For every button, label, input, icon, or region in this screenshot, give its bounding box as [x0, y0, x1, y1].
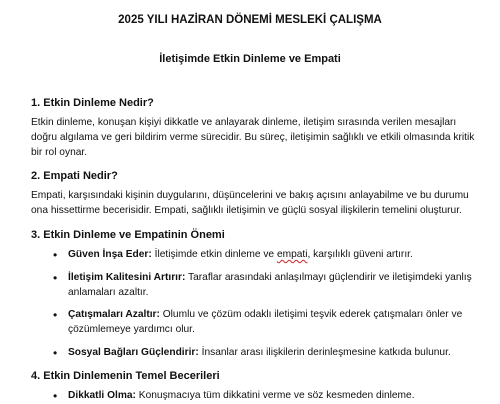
- list-item-text: Taraflar arasındaki anlaşılmayı güçlendirir ve iletişimdeki yanlış anlamaları azaltır.: [68, 271, 472, 298]
- bullet-icon: •: [53, 247, 58, 262]
- list-item: [53, 308, 483, 338]
- section-heading: 2. Empati Nedir?: [31, 170, 118, 183]
- section-heading: 4. Etkin Dinlemenin Temel Becerileri: [31, 369, 220, 382]
- bullet-icon: •: [53, 308, 58, 323]
- list-item-term: Güven İnşa Eder:: [68, 248, 152, 260]
- spellcheck-flagged-word[interactable]: empati: [276, 248, 308, 260]
- bullet-icon: •: [53, 388, 58, 403]
- document-body: [31, 96, 483, 404]
- list-item-text: Konuşmacıya tüm dikkatini verme ve söz kesmeden dinleme.: [135, 389, 415, 401]
- list-item: [53, 389, 483, 404]
- list-item-text: , karşılıklı güveni artırır.: [307, 248, 413, 260]
- section-paragraph: Etkin dinleme, konuşan kişiyi dikkatle ve anlayarak dinleme, iletişim sırasında verilen mesajları doğru algılama ve geri bildirim verme sürecidir. Bu süreç, iletişimin sağlıklı ve etkili olmasında kritik bir rol oynar.: [31, 117, 475, 158]
- list-item: [53, 346, 483, 361]
- section-paragraph: Empati, karşısındaki kişinin duygularını, düşüncelerini ve bakış açısını anlayabilme ve bu durumu ona hissettirme becerisidir. Empati, sağlıklı iletişimin ve güçlü sosyal ilişkilerin temelini oluşturur.: [31, 190, 469, 217]
- section-heading: 3. Etkin Dinleme ve Empatinin Önemi: [31, 228, 225, 241]
- list-item-text: İnsanlar arası ilişkilerin derinleşmesine katkıda bulunur.: [198, 346, 451, 358]
- list-item-text: Olumlu ve çözüm odaklı iletişimi teşvik ederek çatışmaları önler ve çözümlemeye yardımcı olur.: [68, 309, 463, 336]
- bullet-list: [31, 248, 483, 361]
- bullet-list: [31, 389, 483, 404]
- list-item-text: İletişimde etkin dinleme ve: [151, 248, 277, 260]
- list-item-term: İletişim Kalitesini Artırır:: [68, 271, 186, 283]
- list-item-term: Dikkatli Olma:: [68, 389, 136, 401]
- document-title: 2025 YILI HAZİRAN DÖNEMİ MESLEKİ ÇALIŞMA: [118, 14, 382, 26]
- list-item-term: Sosyal Bağları Güçlendirir:: [68, 346, 199, 358]
- bullet-icon: •: [53, 270, 58, 285]
- list-item: [53, 271, 483, 301]
- bullet-icon: •: [53, 345, 58, 360]
- section-heading: 1. Etkin Dinleme Nedir?: [31, 97, 154, 109]
- document-subtitle: İletişimde Etkin Dinleme ve Empati: [159, 53, 341, 65]
- list-item: [53, 248, 483, 263]
- list-item-term: Çatışmaları Azaltır:: [68, 309, 160, 321]
